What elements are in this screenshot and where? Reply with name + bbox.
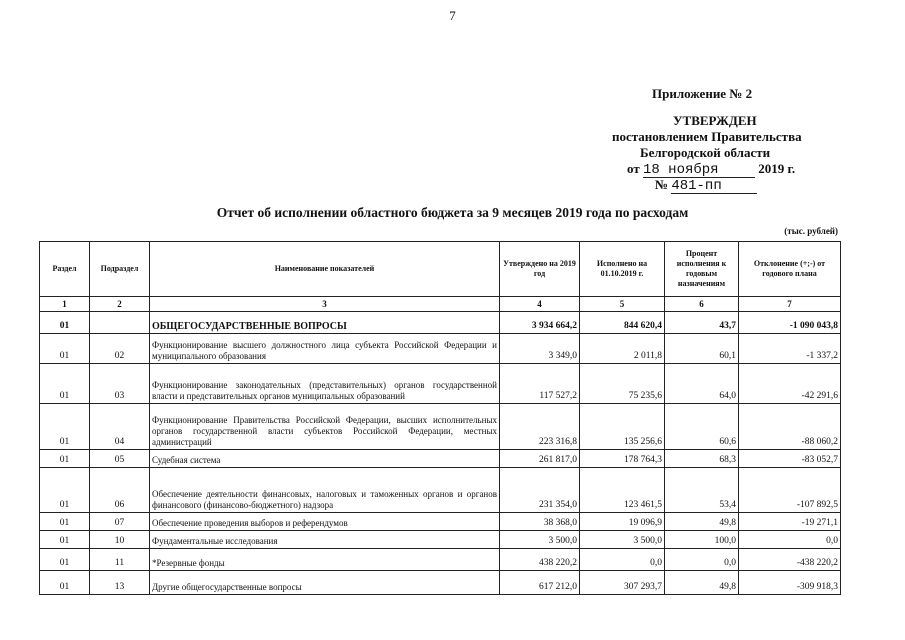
cell-section: 01 (40, 334, 90, 364)
cell-percent: 60,6 (665, 404, 739, 450)
col-header: Процент исполнения к годовым назначениям (665, 242, 739, 297)
cell-name: *Резервные фонды (150, 549, 500, 571)
table-row (40, 513, 841, 531)
cell-name: Обеспечение деятельности финансовых, налоговых и таможенных органов и органов финансового (финансово-бюджетного) надзора (150, 468, 500, 513)
cell-approved: 38 368,0 (500, 513, 580, 531)
col-number: 2 (90, 297, 150, 312)
cell-executed: 3 500,0 (580, 531, 665, 549)
cell-subsection: 03 (90, 364, 150, 404)
date-handwritten: 18 ноября (643, 163, 755, 178)
cell-approved: 261 817,0 (500, 450, 580, 468)
cell-subsection: 02 (90, 334, 150, 364)
decree-date (627, 161, 795, 178)
decree-line-2: Белгородской области (640, 145, 771, 160)
page-number: 7 (449, 8, 456, 23)
cell-approved: 3 500,0 (500, 531, 580, 549)
units-label: (тыс. рублей) (784, 226, 838, 236)
cell-deviation: -1 090 043,8 (739, 312, 841, 334)
cell-subsection: 11 (90, 549, 150, 571)
decree-line-1: постановлением Правительства (612, 129, 802, 144)
cell-section: 01 (40, 468, 90, 513)
col-number: 6 (665, 297, 739, 312)
cell-section: 01 (40, 404, 90, 450)
cell-subsection: 05 (90, 450, 150, 468)
cell-deviation: -83 052,7 (739, 450, 841, 468)
table-row (40, 549, 841, 571)
appendix-label: Приложение № 2 (652, 86, 753, 101)
cell-approved: 438 220,2 (500, 549, 580, 571)
cell-percent: 64,0 (665, 364, 739, 404)
cell-name: Фундаментальные исследования (150, 531, 500, 549)
cell-executed: 844 620,4 (580, 312, 665, 334)
cell-percent: 49,8 (665, 513, 739, 531)
cell-approved: 117 527,2 (500, 364, 580, 404)
cell-percent: 53,4 (665, 468, 739, 513)
cell-section: 01 (40, 571, 90, 595)
table-row (40, 468, 841, 513)
cell-name: Функционирование законодательных (представительных) органов государственной власти и представительных органов муниципальных образований (150, 364, 500, 404)
cell-name: Обеспечение проведения выборов и референдумов (150, 513, 500, 531)
column-number-row (40, 297, 841, 312)
cell-executed: 75 235,6 (580, 364, 665, 404)
cell-executed: 123 461,5 (580, 468, 665, 513)
cell-executed: 2 011,8 (580, 334, 665, 364)
cell-subsection (90, 312, 150, 334)
cell-name: Функционирование высшего должностного лица субъекта Российской Федерации и муниципального образования (150, 334, 500, 364)
cell-name: Другие общегосударственные вопросы (150, 571, 500, 595)
cell-section: 01 (40, 513, 90, 531)
table-row (40, 364, 841, 404)
cell-percent: 49,8 (665, 571, 739, 595)
col-number: 5 (580, 297, 665, 312)
cell-subsection: 04 (90, 404, 150, 450)
col-header: Наименование показателей (150, 242, 500, 297)
cell-subsection: 06 (90, 468, 150, 513)
cell-percent: 60,1 (665, 334, 739, 364)
col-header: Раздел (40, 242, 90, 297)
cell-section: 01 (40, 531, 90, 549)
cell-deviation: 0,0 (739, 531, 841, 549)
cell-deviation: -42 291,6 (739, 364, 841, 404)
cell-name: Функционирование Правительства Российской Федерации, высших исполнительных органов государственной власти субъектов Российской Федерации, местных администраций (150, 404, 500, 450)
number-prefix: № (655, 177, 669, 192)
cell-percent: 0,0 (665, 549, 739, 571)
table-row (40, 334, 841, 364)
cell-subsection: 13 (90, 571, 150, 595)
cell-deviation: -107 892,5 (739, 468, 841, 513)
cell-section: 01 (40, 450, 90, 468)
col-number: 1 (40, 297, 90, 312)
cell-executed: 307 293,7 (580, 571, 665, 595)
decree-number (655, 177, 757, 194)
cell-percent: 68,3 (665, 450, 739, 468)
table-row (40, 450, 841, 468)
cell-deviation: -309 918,3 (739, 571, 841, 595)
cell-deviation: -438 220,2 (739, 549, 841, 571)
cell-deviation: -1 337,2 (739, 334, 841, 364)
cell-approved: 617 212,0 (500, 571, 580, 595)
cell-name: Судебная система (150, 450, 500, 468)
cell-section: 01 (40, 312, 90, 334)
date-year: 2019 г. (758, 161, 796, 176)
cell-percent: 43,7 (665, 312, 739, 334)
cell-approved: 231 354,0 (500, 468, 580, 513)
cell-section: 01 (40, 364, 90, 404)
report-title: Отчет об исполнении областного бюджета за 9 месяцев 2019 года по расходам (216, 205, 689, 220)
col-header: Отклонение (+;-) от годового плана (739, 242, 841, 297)
cell-subsection: 07 (90, 513, 150, 531)
col-header: Исполнено на 01.10.2019 г. (580, 242, 665, 297)
table-row (40, 312, 841, 334)
cell-name: ОБЩЕГОСУДАРСТВЕННЫЕ ВОПРОСЫ (150, 312, 500, 334)
cell-deviation: -19 271,1 (739, 513, 841, 531)
col-header: Подраздел (90, 242, 150, 297)
cell-approved: 223 316,8 (500, 404, 580, 450)
table-row (40, 531, 841, 549)
number-handwritten: 481-пп (671, 179, 757, 194)
col-number: 7 (739, 297, 841, 312)
cell-executed: 19 096,9 (580, 513, 665, 531)
col-number: 4 (500, 297, 580, 312)
cell-executed: 135 256,6 (580, 404, 665, 450)
date-prefix: от (627, 161, 640, 176)
cell-approved: 3 349,0 (500, 334, 580, 364)
expenditure-table (39, 241, 841, 595)
cell-executed: 178 764,3 (580, 450, 665, 468)
col-header: Утверждено на 2019 год (500, 242, 580, 297)
cell-section: 01 (40, 549, 90, 571)
col-number: 3 (150, 297, 500, 312)
cell-subsection: 10 (90, 531, 150, 549)
table-row (40, 404, 841, 450)
table-row (40, 571, 841, 595)
approved-label: УТВЕРЖДЕН (673, 113, 757, 128)
cell-percent: 100,0 (665, 531, 739, 549)
cell-deviation: -88 060,2 (739, 404, 841, 450)
table-header-row (40, 242, 841, 297)
cell-approved: 3 934 664,2 (500, 312, 580, 334)
cell-executed: 0,0 (580, 549, 665, 571)
